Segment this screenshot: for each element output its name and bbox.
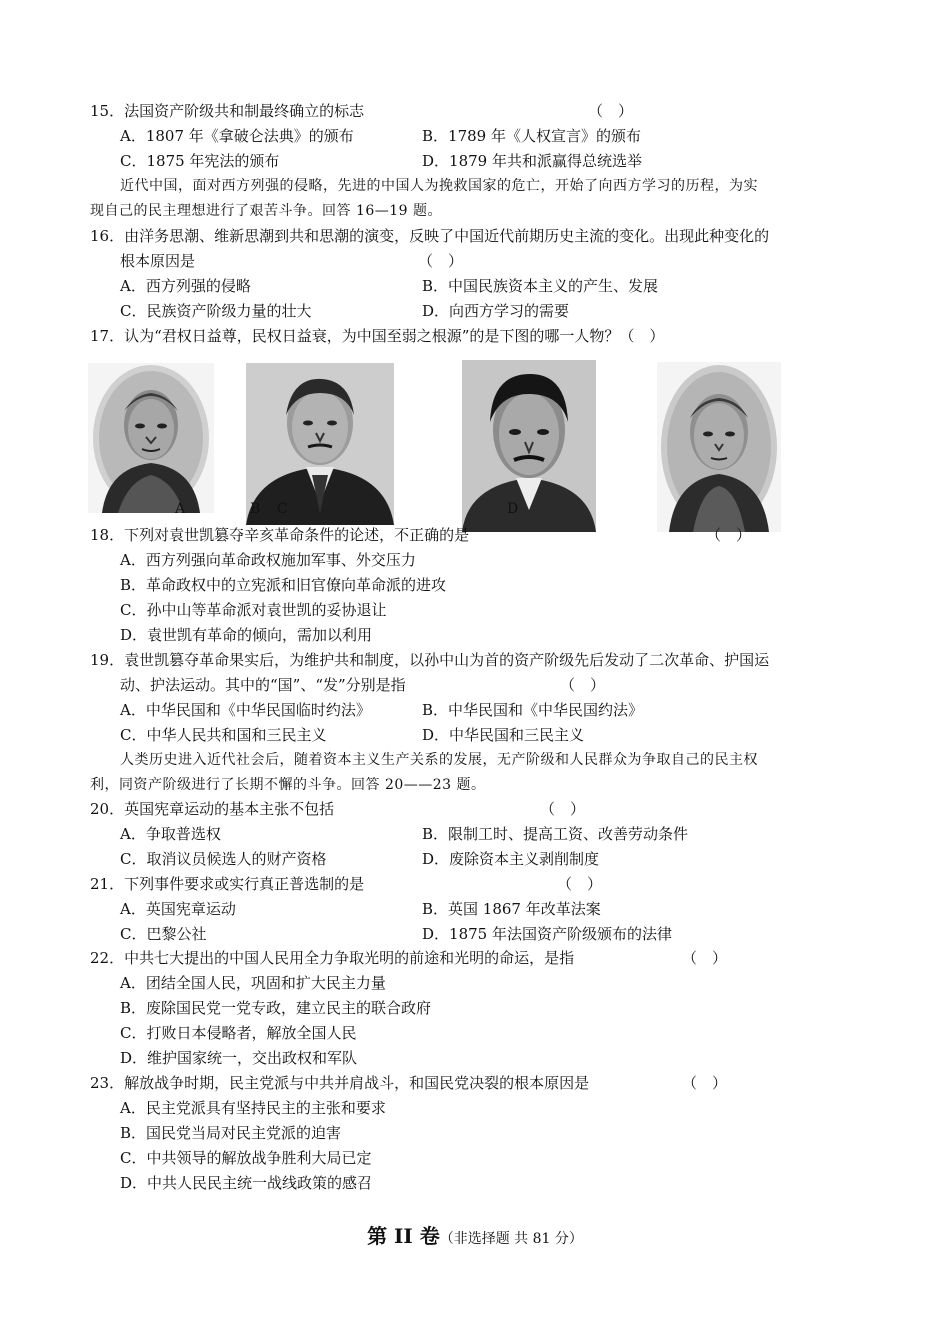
q17-stem: 17．认为“君权日益尊，民权日益衰，为中国至弱之根源”的是下图的哪一人物？（ ） [90, 327, 665, 345]
section-2-subtitle: （非选择题 共 81 分） [439, 1231, 583, 1247]
q23-option-c: C．中共领导的解放战争胜利大局已定 [120, 1149, 372, 1167]
q21-option-b: B．英国 1867 年改革法案 [422, 900, 601, 918]
intro-paragraph-2-line-2: 利，同资产阶级进行了长期不懈的斗争。回答 20——23 题。 [90, 777, 486, 793]
q15-stem: 15．法国资产阶级共和制最终确立的标志 [90, 102, 365, 120]
q16-option-c: C．民族资产阶级力量的壮大 [120, 302, 312, 320]
q18-stem: 18．下列对袁世凯篡夺辛亥革命条件的论述，不正确的是 [90, 526, 470, 544]
q22-option-d: D．维护国家统一，交出政权和军队 [120, 1049, 358, 1067]
q23-option-b: B．国民党当局对民主党派的迫害 [120, 1124, 342, 1142]
q16-option-b: B．中国民族资本主义的产生、发展 [422, 277, 659, 295]
portrait-label-d: D [507, 501, 519, 517]
q21-answer-paren: （ ） [557, 875, 603, 893]
portrait-b-image [246, 363, 394, 525]
q20-option-d: D．废除资本主义剥削制度 [422, 850, 600, 868]
q23-option-d: D．中共人民民主统一战线政策的感召 [120, 1174, 373, 1192]
q16-option-a: A．西方列强的侵略 [120, 277, 251, 295]
q20-stem: 20．英国宪章运动的基本主张不包括 [90, 800, 335, 818]
portrait-d-image [657, 362, 781, 532]
q15-option-d: D．1879 年共和派赢得总统选举 [422, 152, 642, 170]
q20-option-b: B．限制工时、提高工资、改善劳动条件 [422, 825, 689, 843]
portrait-label-c: C [277, 501, 288, 517]
q19-stem: 19．袁世凯篡夺革命果实后，为维护共和制度，以孙中山为首的资产阶级先后发动了二次革命、护国运 [90, 651, 770, 669]
q23-answer-paren: （ ） [682, 1074, 728, 1092]
q16-answer-paren: （ ） [418, 252, 464, 270]
q18-option-d: D．袁世凯有革命的倾向，需加以利用 [120, 626, 373, 644]
q18-answer-paren: （ ） [706, 526, 752, 544]
q19-option-b: B．中华民国和《中华民国约法》 [422, 701, 644, 719]
q22-option-c: C．打败日本侵略者，解放全国人民 [120, 1024, 357, 1042]
q19-stem-line-2: 动、护法运动。其中的“国”、“发”分别是指 [120, 676, 406, 694]
section-2-header [0, 1220, 950, 1249]
q18-option-c: C．孙中山等革命派对袁世凯的妥协退让 [120, 601, 387, 619]
q22-answer-paren: （ ） [682, 949, 728, 967]
q16-stem: 16．由洋务思潮、维新思潮到共和思潮的演变，反映了中国近代前期历史主流的变化。出现此种变化的 [90, 227, 770, 245]
q18-option-a: A．西方列强向革命政权施加军事、外交压力 [120, 551, 416, 569]
q19-answer-paren: （ ） [560, 676, 606, 694]
q23-stem: 23．解放战争时期，民主党派与中共并肩战斗，和国民党决裂的根本原因是 [90, 1074, 590, 1092]
q20-answer-paren: （ ） [540, 800, 586, 818]
q22-option-b: B．废除国民党一党专政，建立民主的联合政府 [120, 999, 432, 1017]
q20-option-c: C．取消议员候选人的财产资格 [120, 850, 327, 868]
q21-option-d: D．1875 年法国资产阶级颁布的法律 [422, 925, 672, 943]
portrait-c-image [462, 360, 596, 532]
portrait-a-image [88, 363, 214, 513]
q19-option-a: A．中华民国和《中华民国临时约法》 [120, 701, 371, 719]
portrait-label-b: B [250, 501, 261, 517]
q15-option-b: B．1789 年《人权宣言》的颁布 [422, 127, 641, 145]
portrait-label-a: A [175, 501, 186, 517]
q15-option-a: A．1807 年《拿破仑法典》的颁布 [120, 127, 354, 145]
q20-option-a: A．争取普选权 [120, 825, 221, 843]
intro-paragraph-1-line-2: 现自己的民主理想进行了艰苦斗争。回答 16—19 题。 [90, 203, 443, 219]
q21-option-a: A．英国宪章运动 [120, 900, 236, 918]
q19-option-c: C．中华人民共和国和三民主义 [120, 726, 327, 744]
q19-option-d: D．中华民国和三民主义 [422, 726, 585, 744]
intro-paragraph-2-line-1: 人类历史进入近代社会后，随着资本主义生产关系的发展，无产阶级和人民群众为争取自己的民主权 [120, 752, 758, 768]
q22-stem: 22．中共七大提出的中国人民用全力争取光明的前途和光明的命运，是指 [90, 949, 575, 967]
q16-stem-line-2: 根本原因是 [120, 252, 196, 270]
q23-option-a: A．民主党派具有坚持民主的主张和要求 [120, 1099, 386, 1117]
q15-option-c: C．1875 年宪法的颁布 [120, 152, 280, 170]
q21-stem: 21．下列事件要求或实行真正普选制的是 [90, 875, 365, 893]
q21-option-c: C．巴黎公社 [120, 925, 207, 943]
q16-option-d: D．向西方学习的需要 [422, 302, 570, 320]
q15-answer-paren: （ ） [588, 102, 634, 120]
section-2-title: 第 II 卷 [367, 1224, 440, 1248]
q18-option-b: B．革命政权中的立宪派和旧官僚向革命派的进攻 [120, 576, 447, 594]
intro-paragraph-1-line-1: 近代中国，面对西方列强的侵略，先进的中国人为挽救国家的危亡，开始了向西方学习的历程，为实 [120, 178, 758, 194]
q22-option-a: A．团结全国人民，巩固和扩大民主力量 [120, 974, 386, 992]
